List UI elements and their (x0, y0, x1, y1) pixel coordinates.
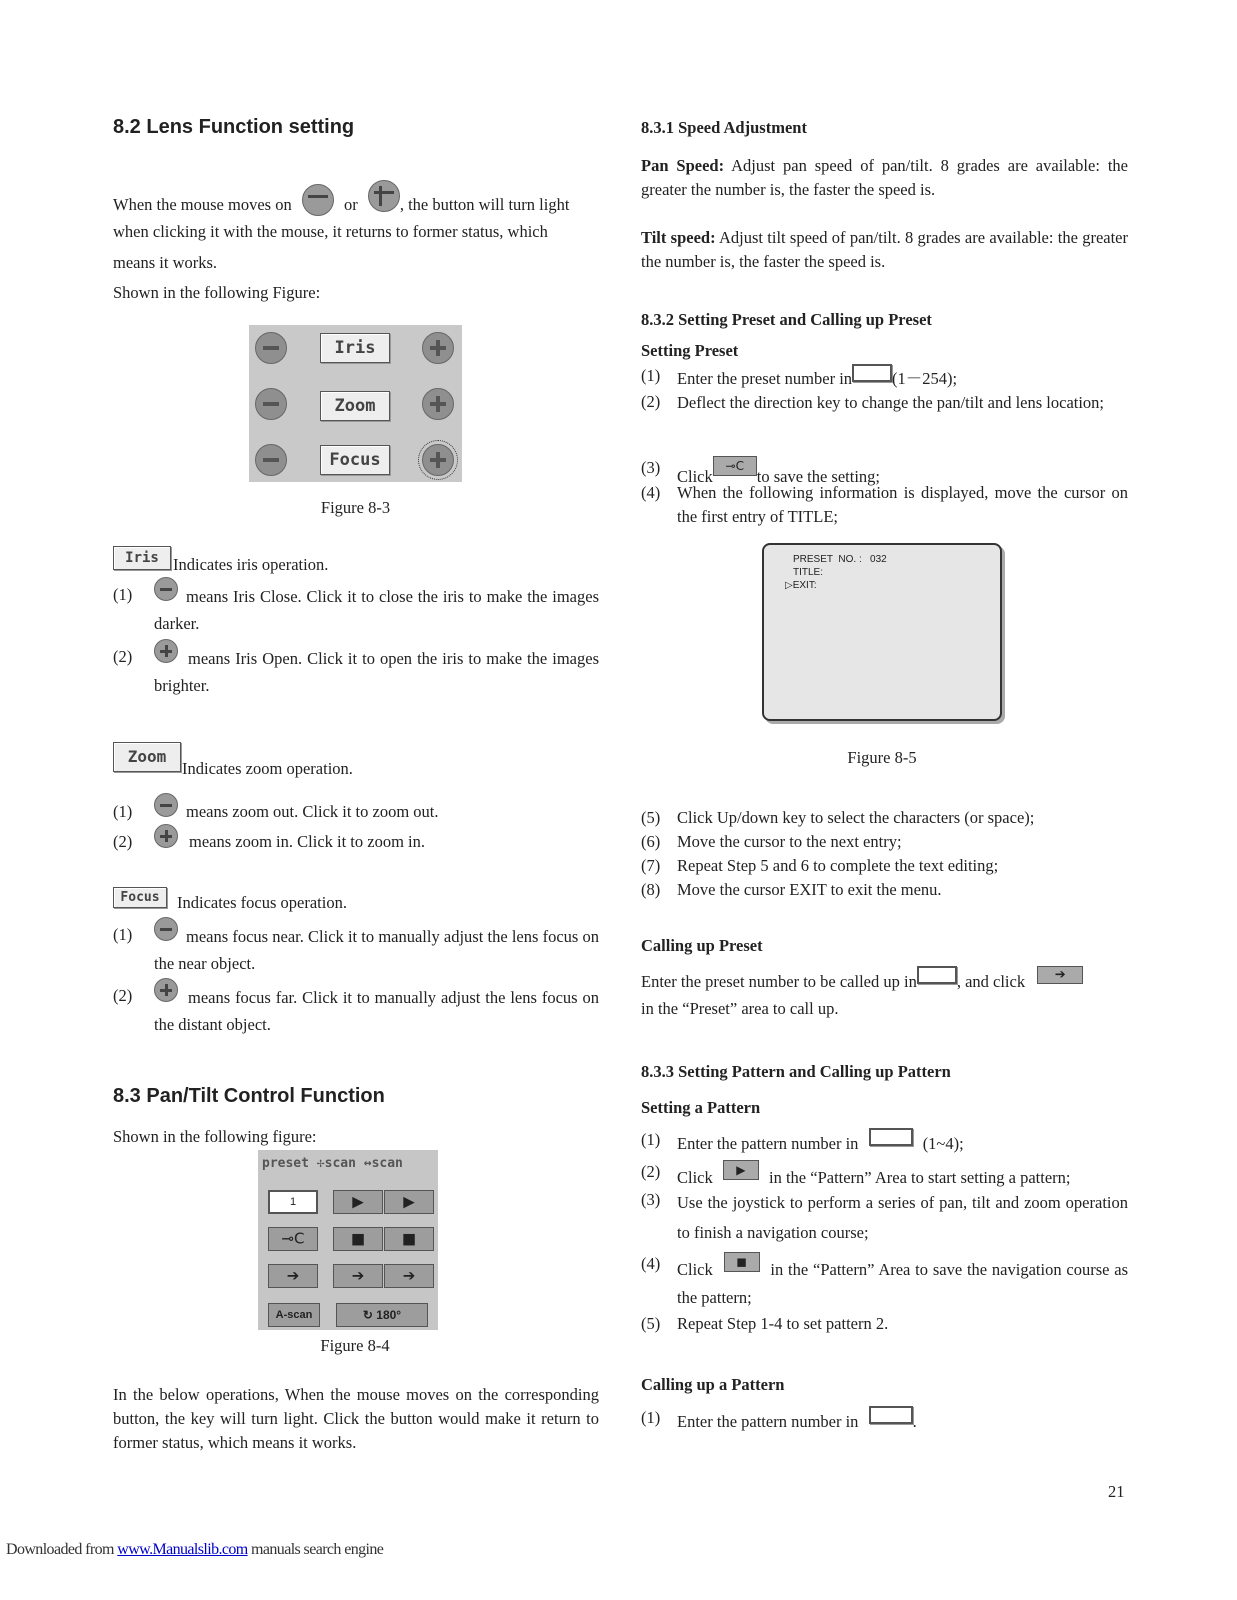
item-number: (1) (113, 802, 133, 821)
focus-label: Focus (320, 445, 390, 475)
step-text-a: Click (677, 1168, 713, 1187)
item-text: means Iris Open. Click it to open the iris to make the images brighter. (154, 649, 599, 695)
lens-intro-line2: when clicking it with the mouse, it returns to former status, which (113, 222, 548, 241)
focus-item-2 (113, 984, 599, 1034)
calling-pattern-step-1 (641, 1406, 1128, 1432)
step-number: (6) (641, 832, 661, 851)
step-number: (8) (641, 880, 661, 899)
intro-text-2: , the button will turn light (399, 195, 570, 214)
setting-preset-step-3 (641, 456, 1128, 486)
step-text: When the following information is displayed, move the cursor on the first entry of TITLE; (677, 483, 1128, 526)
preset-step-7 (641, 854, 1128, 878)
figure-8-5-caption: Figure 8-5 (847, 748, 917, 767)
item-text: means zoom out. Click it to zoom out. (186, 802, 439, 821)
focus-far-button[interactable] (422, 444, 454, 476)
setting-pattern-heading: Setting a Pattern (641, 1098, 761, 1117)
preset-step-5 (641, 806, 1128, 830)
figure-8-4-pan-tilt-panel (258, 1150, 438, 1330)
item-text: means focus far. Click it to manually adjust the lens focus on the distant object. (154, 988, 599, 1034)
zoom-tag: Zoom (113, 742, 181, 772)
plus-icon (154, 824, 178, 848)
calling-preset-text-b: , and click (956, 972, 1026, 991)
arrow-right-icon: ➔ (351, 1266, 365, 1285)
calling-preset-line1 (641, 966, 1128, 994)
stop-key-icon: ■ (724, 1252, 760, 1272)
calling-pattern-heading: Calling up a Pattern (641, 1375, 785, 1394)
figure-8-3-lens-panel (249, 325, 462, 482)
arrow-right-icon: ➔ (286, 1266, 300, 1285)
lens-intro-line1 (113, 180, 599, 217)
minus-icon (154, 793, 178, 817)
pattern-step-1 (641, 1128, 1128, 1154)
pan-tilt-note: In the below operations, When the mouse moves on the corresponding button, the key will turn light. Click the button would make it return to former status, which means it works. (113, 1385, 599, 1452)
step-text-b: in the “Pattern” Area to save the navigation course as the pattern; (677, 1260, 1129, 1307)
heading-8-3-3: 8.3.3 Setting Pattern and Calling up Pattern (641, 1062, 951, 1081)
zoom-item-2 (113, 830, 599, 856)
lens-intro-line3: means it works. (113, 253, 218, 272)
step-text-b: (1~4); (922, 1134, 964, 1153)
step-number: (4) (641, 1254, 661, 1273)
step-text: Click Up/down key to select the characters (or space); (677, 808, 1035, 827)
section-heading-8-3: 8.3 Pan/Tilt Control Function (113, 1085, 385, 1107)
figure-8-5-osd-screen (762, 543, 1002, 721)
step-text-b: (1－254); (892, 369, 958, 388)
step-text (677, 1252, 1128, 1312)
step-number: (3) (641, 1190, 661, 1209)
scan-stop-button[interactable] (333, 1227, 383, 1251)
zoom-item-1 (113, 800, 599, 826)
zoom-out-button[interactable] (255, 388, 287, 420)
preset-step-8 (641, 878, 1128, 902)
preset-number-field-icon (917, 966, 957, 984)
step-number: (1) (641, 1130, 661, 1149)
iris-item-1 (113, 583, 599, 633)
iris-open-button[interactable] (422, 332, 454, 364)
item-text: means zoom in. Click it to zoom in. (189, 832, 426, 851)
step-number: (1) (641, 1408, 661, 1427)
focus-description: Indicates focus operation. (177, 893, 347, 912)
item-number: (1) (113, 925, 133, 944)
pan-speed-paragraph (641, 154, 1128, 202)
call-arrow-icon: ➔ (1037, 966, 1083, 984)
setting-preset-step-4 (641, 481, 1128, 531)
step-text: Deflect the direction key to change the pan/tilt and lens location; (677, 393, 1105, 412)
pan-speed-label: Pan Speed: (641, 156, 725, 175)
preset-number-field-icon (852, 364, 892, 382)
iris-label: Iris (320, 333, 390, 363)
preset-save-button[interactable] (268, 1227, 318, 1251)
play-icon: ▶ (352, 1192, 364, 1211)
focus-tag: Focus (113, 887, 167, 908)
step-number: (2) (641, 1162, 661, 1181)
rotate-icon: ↻ (362, 1308, 377, 1322)
osd-exit: EXIT: (792, 580, 817, 591)
save-key-icon: ⊸C (713, 456, 757, 476)
pan-speed-text: Adjust pan speed of pan/tilt. 8 grades are available: the greater the number is, the faster the speed is. (641, 156, 1128, 199)
key-icon: ⊸C (281, 1229, 305, 1248)
step-text (677, 1128, 1128, 1156)
scan-play-button[interactable] (384, 1190, 434, 1214)
calling-preset-text-a: Enter the preset number to be called up in (641, 972, 917, 991)
preset-number-input[interactable]: 1 (268, 1190, 318, 1214)
section-heading-8-2: 8.2 Lens Function setting (113, 116, 355, 138)
iris-tag: Iris (113, 546, 171, 570)
zoom-in-button[interactable] (422, 388, 454, 420)
scan-call-button[interactable] (333, 1264, 383, 1288)
step-text: Move the cursor to the next entry; (677, 832, 902, 851)
item-number: (2) (113, 832, 133, 851)
step-text-a: Click (677, 467, 713, 486)
scan-stop-button-2[interactable] (384, 1227, 434, 1251)
step-number: (4) (641, 483, 661, 502)
pattern-step-2 (641, 1160, 1128, 1186)
tilt-speed-text: Adjust tilt speed of pan/tilt. 8 grades are available: the greater the number is, the faster the speed is. (641, 228, 1129, 271)
lens-intro-line4: Shown in the following Figure: (113, 283, 321, 302)
calling-preset-line2: in the “Preset” area to call up. (641, 999, 839, 1018)
turn-180-label: 180° (376, 1308, 402, 1322)
scan-call-button-2[interactable] (384, 1264, 434, 1288)
preset-step-6 (641, 830, 1128, 854)
step-text-a: Click (677, 1260, 713, 1279)
step-text-b: to save the setting; (756, 467, 881, 486)
item-number: (2) (113, 986, 133, 1005)
setting-preset-heading: Setting Preset (641, 341, 739, 360)
figure-8-3-caption: Figure 8-3 (320, 498, 391, 517)
tilt-speed-paragraph (641, 226, 1128, 274)
minus-icon (302, 184, 334, 216)
zoom-description: Indicates zoom operation. (182, 759, 353, 778)
iris-description: Indicates iris operation. (173, 555, 329, 574)
page-number: 21 (1108, 1482, 1125, 1501)
intro-text: When the mouse moves on (113, 195, 292, 214)
pattern-step-4 (641, 1252, 1128, 1308)
footer-suffix: manuals search engine (247, 1541, 384, 1558)
figure-8-4-caption: Figure 8-4 (320, 1336, 390, 1355)
pattern-step-3 (641, 1188, 1128, 1244)
step-text: Move the cursor EXIT to exit the menu. (677, 880, 942, 899)
iris-close-button[interactable] (255, 332, 287, 364)
manualslib-link[interactable]: www.Manualslib.com (117, 1541, 248, 1558)
stop-icon: ■ (401, 1229, 417, 1248)
pan-tilt-intro: Shown in the following figure: (113, 1127, 317, 1146)
step-text (677, 1406, 1128, 1434)
play-key-icon: ▶ (723, 1160, 759, 1180)
preset-play-button[interactable] (333, 1190, 383, 1214)
heading-8-3-2: 8.3.2 Setting Preset and Calling up Preset (641, 310, 932, 329)
iris-item-2 (113, 645, 599, 695)
step-text: Repeat Step 5 and 6 to complete the text editing; (677, 856, 999, 875)
step-text-a: Enter the pattern number in (677, 1412, 859, 1431)
download-footer (6, 1541, 383, 1559)
item-number: (2) (113, 647, 133, 666)
osd-exit-row (785, 579, 817, 593)
step-text-b: in the “Pattern” Area to start setting a pattern; (769, 1168, 1071, 1187)
step-number: (5) (641, 808, 661, 827)
step-text-a: Enter the pattern number in (677, 1134, 859, 1153)
intro-or: or (343, 195, 358, 214)
step-text: Use the joystick to perform a series of pan, tilt and zoom operation to finish a navigation course; (677, 1193, 1128, 1242)
panel-header: preset ✢scan ↔scan (262, 1156, 403, 1171)
step-number: (7) (641, 856, 661, 875)
zoom-label: Zoom (320, 391, 390, 421)
step-text (677, 1160, 1128, 1190)
stop-icon: ■ (350, 1229, 366, 1248)
item-text: means focus near. Click it to manually adjust the lens focus on the near object. (154, 927, 599, 973)
pattern-step-5 (641, 1312, 1128, 1338)
osd-preset-number: PRESET NO. : 032 (793, 554, 887, 565)
arrow-right-icon: ➔ (402, 1266, 416, 1285)
turn-180-button[interactable] (336, 1303, 428, 1327)
step-number: (1) (641, 366, 661, 385)
step-text: Repeat Step 1-4 to set pattern 2. (677, 1314, 889, 1333)
step-number: (5) (641, 1314, 661, 1333)
osd-title: TITLE: (793, 567, 824, 578)
setting-preset-step-2 (641, 390, 1128, 446)
focus-item-1 (113, 923, 599, 973)
step-text-b: . (912, 1412, 917, 1431)
a-scan-button[interactable]: A-scan (268, 1303, 320, 1327)
item-text: means Iris Close. Click it to close the iris to make the images darker. (154, 587, 599, 633)
step-number: (3) (641, 458, 661, 477)
pattern-number-field-icon (869, 1406, 913, 1424)
heading-8-3-1: 8.3.1 Speed Adjustment (641, 118, 807, 137)
step-text-a: Enter the preset number in (677, 369, 853, 388)
calling-preset-heading: Calling up Preset (641, 936, 763, 955)
tilt-speed-label: Tilt speed: (641, 228, 716, 247)
play-icon: ▶ (403, 1192, 415, 1211)
item-number: (1) (113, 585, 133, 604)
footer-prefix: Downloaded from (6, 1541, 118, 1558)
focus-near-button[interactable] (255, 444, 287, 476)
plus-icon (368, 180, 400, 212)
pattern-number-field-icon (869, 1128, 913, 1146)
cursor-triangle-icon: ▷ (785, 580, 793, 591)
preset-call-button[interactable] (268, 1264, 318, 1288)
step-number: (2) (641, 392, 661, 411)
